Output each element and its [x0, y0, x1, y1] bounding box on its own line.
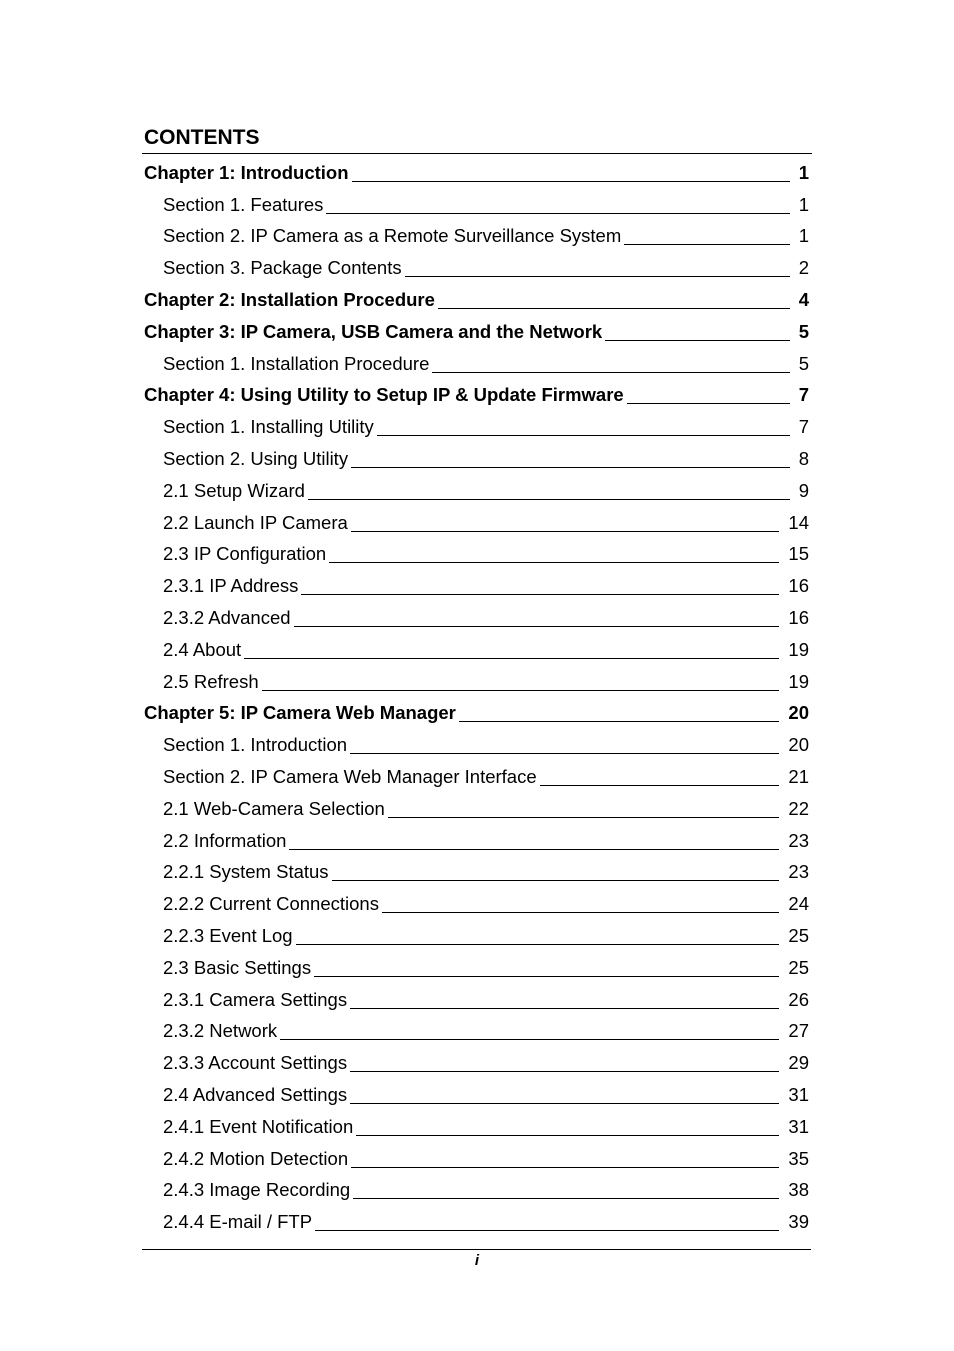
toc-entry-title: Chapter 1: Introduction [144, 161, 349, 183]
toc-entry-section [0, 221, 954, 253]
toc-entry-title: Section 2. IP Camera Web Manager Interface [163, 765, 537, 787]
toc-entry-leader [262, 690, 779, 691]
toc-entry-page: 20 [788, 734, 809, 756]
toc-entry-page: 39 [788, 1211, 809, 1233]
toc-entry-leader [315, 1230, 779, 1231]
toc-entry-section [0, 1079, 954, 1111]
toc-entry-page: 25 [788, 924, 809, 946]
toc-entry-section [0, 920, 954, 952]
toc-entry-section [0, 539, 954, 571]
toc-entry-page: 9 [798, 479, 809, 501]
toc-entry-leader [624, 244, 790, 245]
toc-entry-section [0, 793, 954, 825]
toc-entry-title: 2.3.3 Account Settings [163, 1052, 348, 1074]
toc-entry-page: 21 [788, 765, 809, 787]
toc-entry-title: Chapter 4: Using Utility to Setup IP & Update Firmware [144, 384, 624, 406]
toc-entry-title: 2.4.4 E-mail / FTP [163, 1211, 313, 1233]
toc-entry-page: 38 [788, 1179, 809, 1201]
toc-entry-chapter [0, 380, 954, 412]
toc-entry-title: Section 1. Introduction [163, 734, 348, 756]
page-title: CONTENTS [144, 126, 260, 149]
toc-entry-section [0, 1206, 954, 1238]
toc-entry-section [0, 857, 954, 889]
toc-entry-title: 2.3 Basic Settings [163, 956, 312, 978]
toc-entry-section [0, 348, 954, 380]
toc-entry-page: 14 [788, 511, 809, 533]
toc-entry-leader [289, 849, 779, 850]
toc-entry-section [0, 729, 954, 761]
toc-entry-page: 16 [788, 575, 809, 597]
toc-entry-page: 19 [788, 670, 809, 692]
toc-entry-leader [351, 531, 779, 532]
toc-entry-section [0, 1016, 954, 1048]
toc-entry-page: 1 [798, 193, 809, 215]
toc-entry-section [0, 825, 954, 857]
toc-entry-title: 2.1 Setup Wizard [163, 479, 305, 501]
toc-entry-title: Section 2. IP Camera as a Remote Surveillance System [163, 225, 622, 247]
toc-entry-leader [294, 626, 779, 627]
toc-entry-page: 25 [788, 956, 809, 978]
toc-entry-section [0, 1175, 954, 1207]
toc-entry-chapter [0, 316, 954, 348]
toc-entry-leader [308, 499, 790, 500]
toc-entry-leader [627, 403, 790, 404]
toc-entry-section [0, 602, 954, 634]
toc-entry-title: 2.3.2 Network [163, 1020, 278, 1042]
toc-entry-leader [459, 721, 779, 722]
toc-entry-page: 19 [788, 638, 809, 660]
toc-entry-page: 23 [788, 861, 809, 883]
toc-entry-title: 2.5 Refresh [163, 670, 259, 692]
toc-entry-chapter [0, 698, 954, 730]
toc-entry-leader [280, 1039, 779, 1040]
toc-entry-title: 2.2 Launch IP Camera [163, 511, 348, 533]
toc-entry-page: 1 [798, 225, 809, 247]
toc-entry-section [0, 507, 954, 539]
toc-entry-section [0, 189, 954, 221]
toc-entry-section [0, 1111, 954, 1143]
toc-entry-page: 15 [788, 543, 809, 565]
toc-entry-page: 23 [788, 829, 809, 851]
toc-entry-section [0, 475, 954, 507]
toc-entry-leader [350, 753, 779, 754]
toc-entry-page: 7 [798, 384, 809, 406]
toc-entry-leader [314, 976, 779, 977]
toc-entry-title: 2.2.1 System Status [163, 861, 329, 883]
toc-entry-title: 2.3.1 IP Address [163, 575, 299, 597]
toc-entry-title: 2.3 IP Configuration [163, 543, 327, 565]
toc-entry-leader [352, 181, 790, 182]
toc-entry-title: 2.4.3 Image Recording [163, 1179, 351, 1201]
toc-entry-title: 2.3.2 Advanced [163, 606, 291, 628]
toc-entry-page: 4 [798, 288, 809, 310]
toc-entry-title: 2.2 Information [163, 829, 287, 851]
page-number: i [474, 1252, 480, 1269]
toc-entry-title: Section 3. Package Contents [163, 257, 402, 279]
toc-entry-title: Chapter 3: IP Camera, USB Camera and the Network [144, 320, 603, 342]
toc-entry-section [0, 634, 954, 666]
toc-entry-title: 2.2.3 Event Log [163, 924, 293, 946]
toc-entry-title: Chapter 2: Installation Procedure [144, 288, 435, 310]
toc-entry-title: Section 2. Using Utility [163, 447, 349, 469]
table-of-contents [0, 157, 954, 1238]
toc-entry-leader [350, 1008, 779, 1009]
toc-entry-page: 16 [788, 606, 809, 628]
toc-entry-section [0, 252, 954, 284]
heading-divider [142, 153, 812, 154]
toc-entry-leader [353, 1198, 779, 1199]
toc-entry-leader [432, 372, 790, 373]
toc-entry-leader [332, 880, 779, 881]
toc-entry-chapter [0, 284, 954, 316]
toc-entry-page: 31 [788, 1115, 809, 1137]
toc-entry-title: 2.3.1 Camera Settings [163, 988, 348, 1010]
toc-entry-section [0, 411, 954, 443]
toc-entry-page: 26 [788, 988, 809, 1010]
toc-entry-page: 27 [788, 1020, 809, 1042]
toc-entry-page: 7 [798, 416, 809, 438]
toc-entry-title: Section 1. Features [163, 193, 324, 215]
toc-entry-section [0, 443, 954, 475]
toc-entry-section [0, 952, 954, 984]
toc-entry-leader [438, 308, 790, 309]
toc-entry-leader [329, 562, 779, 563]
toc-entry-section [0, 761, 954, 793]
toc-entry-section [0, 570, 954, 602]
toc-entry-leader [351, 467, 790, 468]
toc-entry-leader [356, 1135, 779, 1136]
toc-entry-leader [244, 658, 779, 659]
toc-entry-title: 2.2.2 Current Connections [163, 893, 379, 915]
toc-entry-leader [351, 1167, 779, 1168]
toc-entry-title: Section 1. Installation Procedure [163, 352, 430, 374]
toc-entry-title: 2.4 About [163, 638, 242, 660]
toc-entry-section [0, 1143, 954, 1175]
toc-entry-leader [301, 594, 779, 595]
toc-entry-page: 31 [788, 1083, 809, 1105]
toc-entry-leader [405, 276, 790, 277]
toc-entry-page: 35 [788, 1147, 809, 1169]
toc-entry-leader [605, 340, 790, 341]
toc-entry-title: Chapter 5: IP Camera Web Manager [144, 702, 456, 724]
toc-entry-page: 22 [788, 797, 809, 819]
toc-entry-page: 29 [788, 1052, 809, 1074]
toc-entry-section [0, 984, 954, 1016]
toc-entry-title: 2.1 Web-Camera Selection [163, 797, 385, 819]
toc-entry-leader [350, 1103, 779, 1104]
toc-entry-page: 20 [788, 702, 809, 724]
toc-entry-chapter [0, 157, 954, 189]
toc-entry-page: 2 [798, 257, 809, 279]
toc-entry-leader [540, 785, 779, 786]
toc-entry-title: 2.4.2 Motion Detection [163, 1147, 349, 1169]
toc-entry-page: 1 [798, 161, 809, 183]
toc-entry-section [0, 666, 954, 698]
toc-entry-leader [377, 435, 790, 436]
toc-entry-leader [296, 944, 779, 945]
toc-entry-section [0, 888, 954, 920]
toc-entry-section [0, 1047, 954, 1079]
toc-entry-page: 8 [798, 447, 809, 469]
toc-entry-title: 2.4 Advanced Settings [163, 1083, 348, 1105]
toc-entry-leader [382, 912, 779, 913]
toc-entry-page: 5 [798, 320, 809, 342]
toc-entry-leader [388, 817, 779, 818]
toc-entry-title: Section 1. Installing Utility [163, 416, 374, 438]
toc-entry-leader [326, 213, 790, 214]
toc-entry-page: 5 [798, 352, 809, 374]
toc-entry-page: 24 [788, 893, 809, 915]
toc-entry-title: 2.4.1 Event Notification [163, 1115, 354, 1137]
footer-divider [142, 1249, 811, 1250]
toc-entry-leader [350, 1071, 779, 1072]
